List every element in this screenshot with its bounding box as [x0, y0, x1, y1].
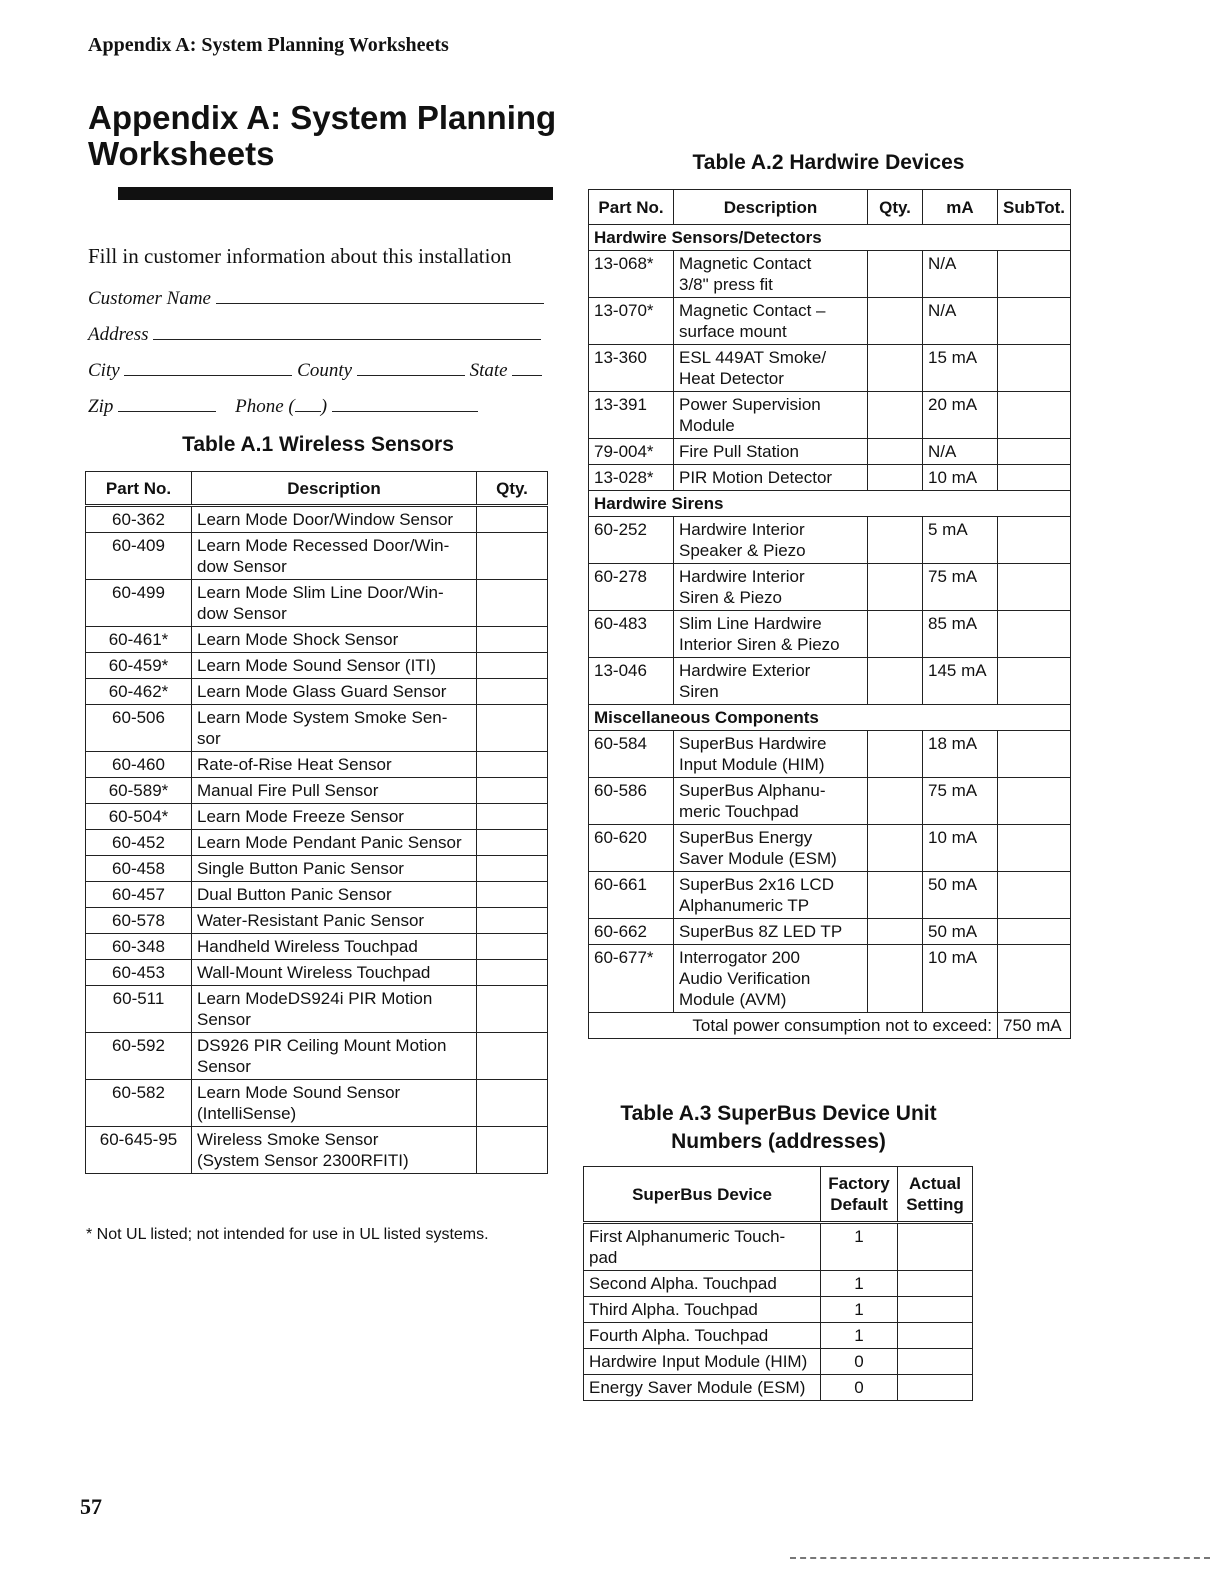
table-row [86, 653, 548, 679]
part-number: 60-461* [86, 627, 192, 653]
col-factory-default: Factory Default [821, 1167, 898, 1223]
table-row [86, 908, 548, 934]
part-number: 60-483 [589, 611, 674, 658]
qty-cell[interactable] [868, 345, 923, 392]
qty-cell[interactable] [477, 653, 548, 679]
table-row [589, 731, 1071, 778]
wireless-sensors-body [86, 506, 548, 1174]
current-ma: N/A [923, 298, 998, 345]
phone-area-line[interactable] [295, 393, 321, 412]
current-ma: 20 mA [923, 392, 998, 439]
part-number: 60-362 [86, 506, 192, 533]
factory-default: 1 [821, 1271, 898, 1297]
qty-cell[interactable] [868, 919, 923, 945]
description: Wall-Mount Wireless Touchpad [192, 960, 477, 986]
qty-cell[interactable] [477, 882, 548, 908]
description: Rate-of-Rise Heat Sensor [192, 752, 477, 778]
table-row [86, 506, 548, 533]
description: Learn Mode Sound Sensor (ITI) [192, 653, 477, 679]
part-number: 13-391 [589, 392, 674, 439]
phone-label: Phone ( [235, 396, 295, 417]
col-part-no: Part No. [589, 190, 674, 225]
table-row [86, 934, 548, 960]
col-qty: Qty. [477, 472, 548, 506]
table-row [589, 251, 1071, 298]
table-a3-caption-line-1: Table A.3 SuperBus Device Unit [620, 1102, 937, 1125]
table-row [584, 1223, 973, 1271]
description: Single Button Panic Sensor [192, 856, 477, 882]
table-row [86, 1127, 548, 1174]
part-number: 60-582 [86, 1080, 192, 1127]
hardwire-devices-table [588, 189, 1071, 1039]
col-superbus-device: SuperBus Device [584, 1167, 821, 1223]
current-ma: 145 mA [923, 658, 998, 705]
table-row [86, 960, 548, 986]
description: SuperBus 8Z LED TP [674, 919, 868, 945]
col-description: Description [192, 472, 477, 506]
subtotal-cell[interactable] [998, 611, 1071, 658]
table-row [86, 679, 548, 705]
part-number: 60-348 [86, 934, 192, 960]
subtotal-cell[interactable] [998, 251, 1071, 298]
qty-cell[interactable] [868, 825, 923, 872]
description: ESL 449AT Smoke/ Heat Detector [674, 345, 868, 392]
qty-cell[interactable] [868, 517, 923, 564]
part-number: 60-584 [589, 731, 674, 778]
description: Learn Mode Slim Line Door/Win- dow Sensor [192, 580, 477, 627]
factory-default: 1 [821, 1223, 898, 1271]
table-row [589, 872, 1071, 919]
qty-cell[interactable] [477, 986, 548, 1033]
table-row [589, 298, 1071, 345]
table-row [86, 705, 548, 752]
current-ma: N/A [923, 251, 998, 298]
qty-cell[interactable] [868, 945, 923, 1013]
table-row [86, 856, 548, 882]
qty-cell[interactable] [477, 778, 548, 804]
superbus-addresses-table [583, 1166, 973, 1401]
table-row [86, 533, 548, 580]
qty-cell[interactable] [868, 872, 923, 919]
description: Learn Mode System Smoke Sen- sor [192, 705, 477, 752]
description: Hardwire Interior Siren & Piezo [674, 564, 868, 611]
zip-line[interactable] [118, 393, 216, 412]
wireless-sensors-table [85, 471, 548, 1174]
table-row [86, 1033, 548, 1080]
part-number: 13-028* [589, 465, 674, 491]
title-rule [118, 187, 553, 200]
part-number: 13-360 [589, 345, 674, 392]
subtotal-cell[interactable] [998, 872, 1071, 919]
description: Learn Mode Recessed Door/Win- dow Sensor [192, 533, 477, 580]
description: Hardwire Interior Speaker & Piezo [674, 517, 868, 564]
subtotal-cell[interactable] [998, 439, 1071, 465]
qty-cell[interactable] [868, 658, 923, 705]
current-ma: 85 mA [923, 611, 998, 658]
description: Magnetic Contact – surface mount [674, 298, 868, 345]
part-number: 60-462* [86, 679, 192, 705]
county-label: County [297, 360, 353, 381]
qty-cell[interactable] [477, 1127, 548, 1174]
part-number: 60-504* [86, 804, 192, 830]
part-number: 60-578 [86, 908, 192, 934]
superbus-device: Hardwire Input Module (HIM) [584, 1349, 821, 1375]
qty-cell[interactable] [477, 856, 548, 882]
current-ma: 50 mA [923, 919, 998, 945]
qty-cell[interactable] [477, 533, 548, 580]
factory-default: 1 [821, 1297, 898, 1323]
qty-cell[interactable] [477, 705, 548, 752]
qty-cell[interactable] [477, 908, 548, 934]
description: PIR Motion Detector [674, 465, 868, 491]
superbus-addresses-body [584, 1223, 973, 1401]
description: Learn Mode Freeze Sensor [192, 804, 477, 830]
part-number: 13-046 [589, 658, 674, 705]
page-title [88, 100, 556, 172]
running-header: Appendix A: System Planning Worksheets [88, 34, 449, 56]
current-ma: 5 mA [923, 517, 998, 564]
factory-default: 1 [821, 1323, 898, 1349]
table-a2-caption: Table A.2 Hardwire Devices [692, 151, 965, 174]
section-title: Hardwire Sirens [589, 491, 1071, 517]
description: Learn ModeDS924i PIR Motion Sensor [192, 986, 477, 1033]
part-number: 60-409 [86, 533, 192, 580]
description: Fire Pull Station [674, 439, 868, 465]
state-label: State [469, 360, 508, 381]
factory-default: 0 [821, 1349, 898, 1375]
total-row [589, 1013, 1071, 1039]
city-line[interactable] [124, 357, 292, 376]
address-field[interactable] [88, 321, 541, 346]
actual-setting-cell[interactable] [898, 1375, 973, 1401]
zip-phone-field[interactable] [88, 393, 478, 418]
county-line[interactable] [357, 357, 465, 376]
address-label: Address [88, 324, 149, 345]
description: SuperBus 2x16 LCD Alphanumeric TP [674, 872, 868, 919]
part-number: 60-459* [86, 653, 192, 679]
subtotal-cell[interactable] [998, 298, 1071, 345]
part-number: 60-252 [589, 517, 674, 564]
table-row [589, 658, 1071, 705]
part-number: 60-589* [86, 778, 192, 804]
superbus-device: Fourth Alpha. Touchpad [584, 1323, 821, 1349]
table-row [584, 1375, 973, 1401]
current-ma: N/A [923, 439, 998, 465]
phone-close: ) [320, 396, 328, 417]
qty-cell[interactable] [868, 392, 923, 439]
description: Manual Fire Pull Sensor [192, 778, 477, 804]
part-number: 60-511 [86, 986, 192, 1033]
subtotal-cell[interactable] [998, 345, 1071, 392]
table-row [584, 1271, 973, 1297]
superbus-device: Second Alpha. Touchpad [584, 1271, 821, 1297]
table-row [86, 830, 548, 856]
part-number: 60-499 [86, 580, 192, 627]
footnote: * Not UL listed; not intended for use in UL listed systems. [86, 1226, 489, 1243]
qty-cell[interactable] [477, 627, 548, 653]
subtotal-cell[interactable] [998, 517, 1071, 564]
col-actual-setting: Actual Setting [898, 1167, 973, 1223]
subtotal-cell[interactable] [998, 945, 1071, 1013]
city-county-state-field[interactable] [88, 357, 542, 382]
table-row [584, 1323, 973, 1349]
phone-line[interactable] [332, 393, 478, 412]
total-label: Total power consumption not to exceed: [589, 1013, 998, 1039]
table-row [589, 439, 1071, 465]
table-row [86, 778, 548, 804]
hardwire-devices-body [589, 225, 1071, 1039]
part-number: 60-506 [86, 705, 192, 752]
qty-cell[interactable] [868, 251, 923, 298]
qty-cell[interactable] [477, 1033, 548, 1080]
description: DS926 PIR Ceiling Mount Motion Sensor [192, 1033, 477, 1080]
col-qty: Qty. [868, 190, 923, 225]
part-number: 13-068* [589, 251, 674, 298]
qty-cell[interactable] [868, 778, 923, 825]
actual-setting-cell[interactable] [898, 1223, 973, 1271]
col-description: Description [674, 190, 868, 225]
part-number: 60-457 [86, 882, 192, 908]
subtotal-cell[interactable] [998, 658, 1071, 705]
section-row [589, 491, 1071, 517]
qty-cell[interactable] [477, 580, 548, 627]
actual-setting-cell[interactable] [898, 1271, 973, 1297]
table-row [589, 945, 1071, 1013]
superbus-device: First Alphanumeric Touch- pad [584, 1223, 821, 1271]
superbus-device: Energy Saver Module (ESM) [584, 1375, 821, 1401]
scan-artifact [790, 1557, 1210, 1562]
part-number: 60-458 [86, 856, 192, 882]
subtotal-cell[interactable] [998, 392, 1071, 439]
part-number: 60-586 [589, 778, 674, 825]
part-number: 60-592 [86, 1033, 192, 1080]
part-number: 60-460 [86, 752, 192, 778]
col-subtotal: SubTot. [998, 190, 1071, 225]
description: SuperBus Hardwire Input Module (HIM) [674, 731, 868, 778]
zip-label: Zip [88, 396, 114, 417]
qty-cell[interactable] [477, 934, 548, 960]
current-ma: 50 mA [923, 872, 998, 919]
page-title-line-2: Worksheets [88, 135, 275, 172]
subtotal-cell[interactable] [998, 825, 1071, 872]
actual-setting-cell[interactable] [898, 1349, 973, 1375]
description: Learn Mode Shock Sensor [192, 627, 477, 653]
subtotal-cell[interactable] [998, 778, 1071, 825]
current-ma: 75 mA [923, 778, 998, 825]
qty-cell[interactable] [477, 679, 548, 705]
section-title: Hardwire Sensors/Detectors [589, 225, 1071, 251]
description: Learn Mode Door/Window Sensor [192, 506, 477, 533]
part-number: 60-645-95 [86, 1127, 192, 1174]
part-number: 60-278 [589, 564, 674, 611]
current-ma: 10 mA [923, 465, 998, 491]
part-number: 60-453 [86, 960, 192, 986]
actual-setting-cell[interactable] [898, 1323, 973, 1349]
part-number: 13-070* [589, 298, 674, 345]
description: Slim Line Hardwire Interior Siren & Piezo [674, 611, 868, 658]
description: Interrogator 200 Audio Verification Module (AVM) [674, 945, 868, 1013]
table-row [589, 564, 1071, 611]
current-ma: 10 mA [923, 825, 998, 872]
customer-name-field[interactable] [88, 285, 544, 310]
description: Power Supervision Module [674, 392, 868, 439]
table-row [589, 517, 1071, 564]
qty-cell[interactable] [477, 506, 548, 533]
city-label: City [88, 360, 120, 381]
subtotal-cell[interactable] [998, 564, 1071, 611]
description: Learn Mode Glass Guard Sensor [192, 679, 477, 705]
part-number: 60-452 [86, 830, 192, 856]
address-line[interactable] [153, 321, 541, 340]
table-row [584, 1297, 973, 1323]
table-row [589, 919, 1071, 945]
description: Hardwire Exterior Siren [674, 658, 868, 705]
total-value: 750 mA [998, 1013, 1071, 1039]
table-a3-caption [586, 1100, 971, 1156]
factory-default: 0 [821, 1375, 898, 1401]
description: Learn Mode Pendant Panic Sensor [192, 830, 477, 856]
description: SuperBus Alphanu- meric Touchpad [674, 778, 868, 825]
qty-cell[interactable] [477, 830, 548, 856]
form-intro: Fill in customer information about this installation [88, 244, 512, 268]
table-row [589, 392, 1071, 439]
part-number: 60-661 [589, 872, 674, 919]
page-title-line-1: Appendix A: System Planning [88, 99, 557, 136]
section-row [589, 225, 1071, 251]
customer-name-label: Customer Name [88, 288, 211, 309]
current-ma: 10 mA [923, 945, 998, 1013]
table-a1-caption: Table A.1 Wireless Sensors [182, 433, 454, 456]
current-ma: 18 mA [923, 731, 998, 778]
current-ma: 15 mA [923, 345, 998, 392]
table-row [86, 752, 548, 778]
description: Learn Mode Sound Sensor (IntelliSense) [192, 1080, 477, 1127]
table-row [589, 345, 1071, 392]
description: Wireless Smoke Sensor (System Sensor 2300RFITI) [192, 1127, 477, 1174]
table-row [589, 465, 1071, 491]
subtotal-cell[interactable] [998, 919, 1071, 945]
col-ma: mA [923, 190, 998, 225]
part-number: 79-004* [589, 439, 674, 465]
qty-cell[interactable] [477, 960, 548, 986]
qty-cell[interactable] [868, 439, 923, 465]
qty-cell[interactable] [868, 564, 923, 611]
subtotal-cell[interactable] [998, 731, 1071, 778]
table-row [86, 986, 548, 1033]
subtotal-cell[interactable] [998, 465, 1071, 491]
part-number: 60-620 [589, 825, 674, 872]
part-number: 60-662 [589, 919, 674, 945]
description: Water-Resistant Panic Sensor [192, 908, 477, 934]
table-row [589, 825, 1071, 872]
section-row [589, 705, 1071, 731]
qty-cell[interactable] [477, 752, 548, 778]
table-row [589, 611, 1071, 658]
table-row [86, 580, 548, 627]
current-ma: 75 mA [923, 564, 998, 611]
page-number: 57 [80, 1494, 102, 1519]
qty-cell[interactable] [868, 731, 923, 778]
state-line[interactable] [512, 357, 542, 376]
description: Dual Button Panic Sensor [192, 882, 477, 908]
qty-cell[interactable] [477, 1080, 548, 1127]
description: Handheld Wireless Touchpad [192, 934, 477, 960]
customer-name-line[interactable] [216, 285, 544, 304]
table-row [86, 804, 548, 830]
superbus-device: Third Alpha. Touchpad [584, 1297, 821, 1323]
description: SuperBus Energy Saver Module (ESM) [674, 825, 868, 872]
qty-cell[interactable] [868, 465, 923, 491]
table-row [589, 778, 1071, 825]
col-part-no: Part No. [86, 472, 192, 506]
table-row [584, 1349, 973, 1375]
table-a3-caption-line-2: Numbers (addresses) [671, 1130, 886, 1153]
table-row [86, 1080, 548, 1127]
qty-cell[interactable] [477, 804, 548, 830]
table-row [86, 882, 548, 908]
qty-cell[interactable] [868, 611, 923, 658]
table-row [86, 627, 548, 653]
description: Magnetic Contact 3/8" press fit [674, 251, 868, 298]
qty-cell[interactable] [868, 298, 923, 345]
part-number: 60-677* [589, 945, 674, 1013]
actual-setting-cell[interactable] [898, 1297, 973, 1323]
section-title: Miscellaneous Components [589, 705, 1071, 731]
